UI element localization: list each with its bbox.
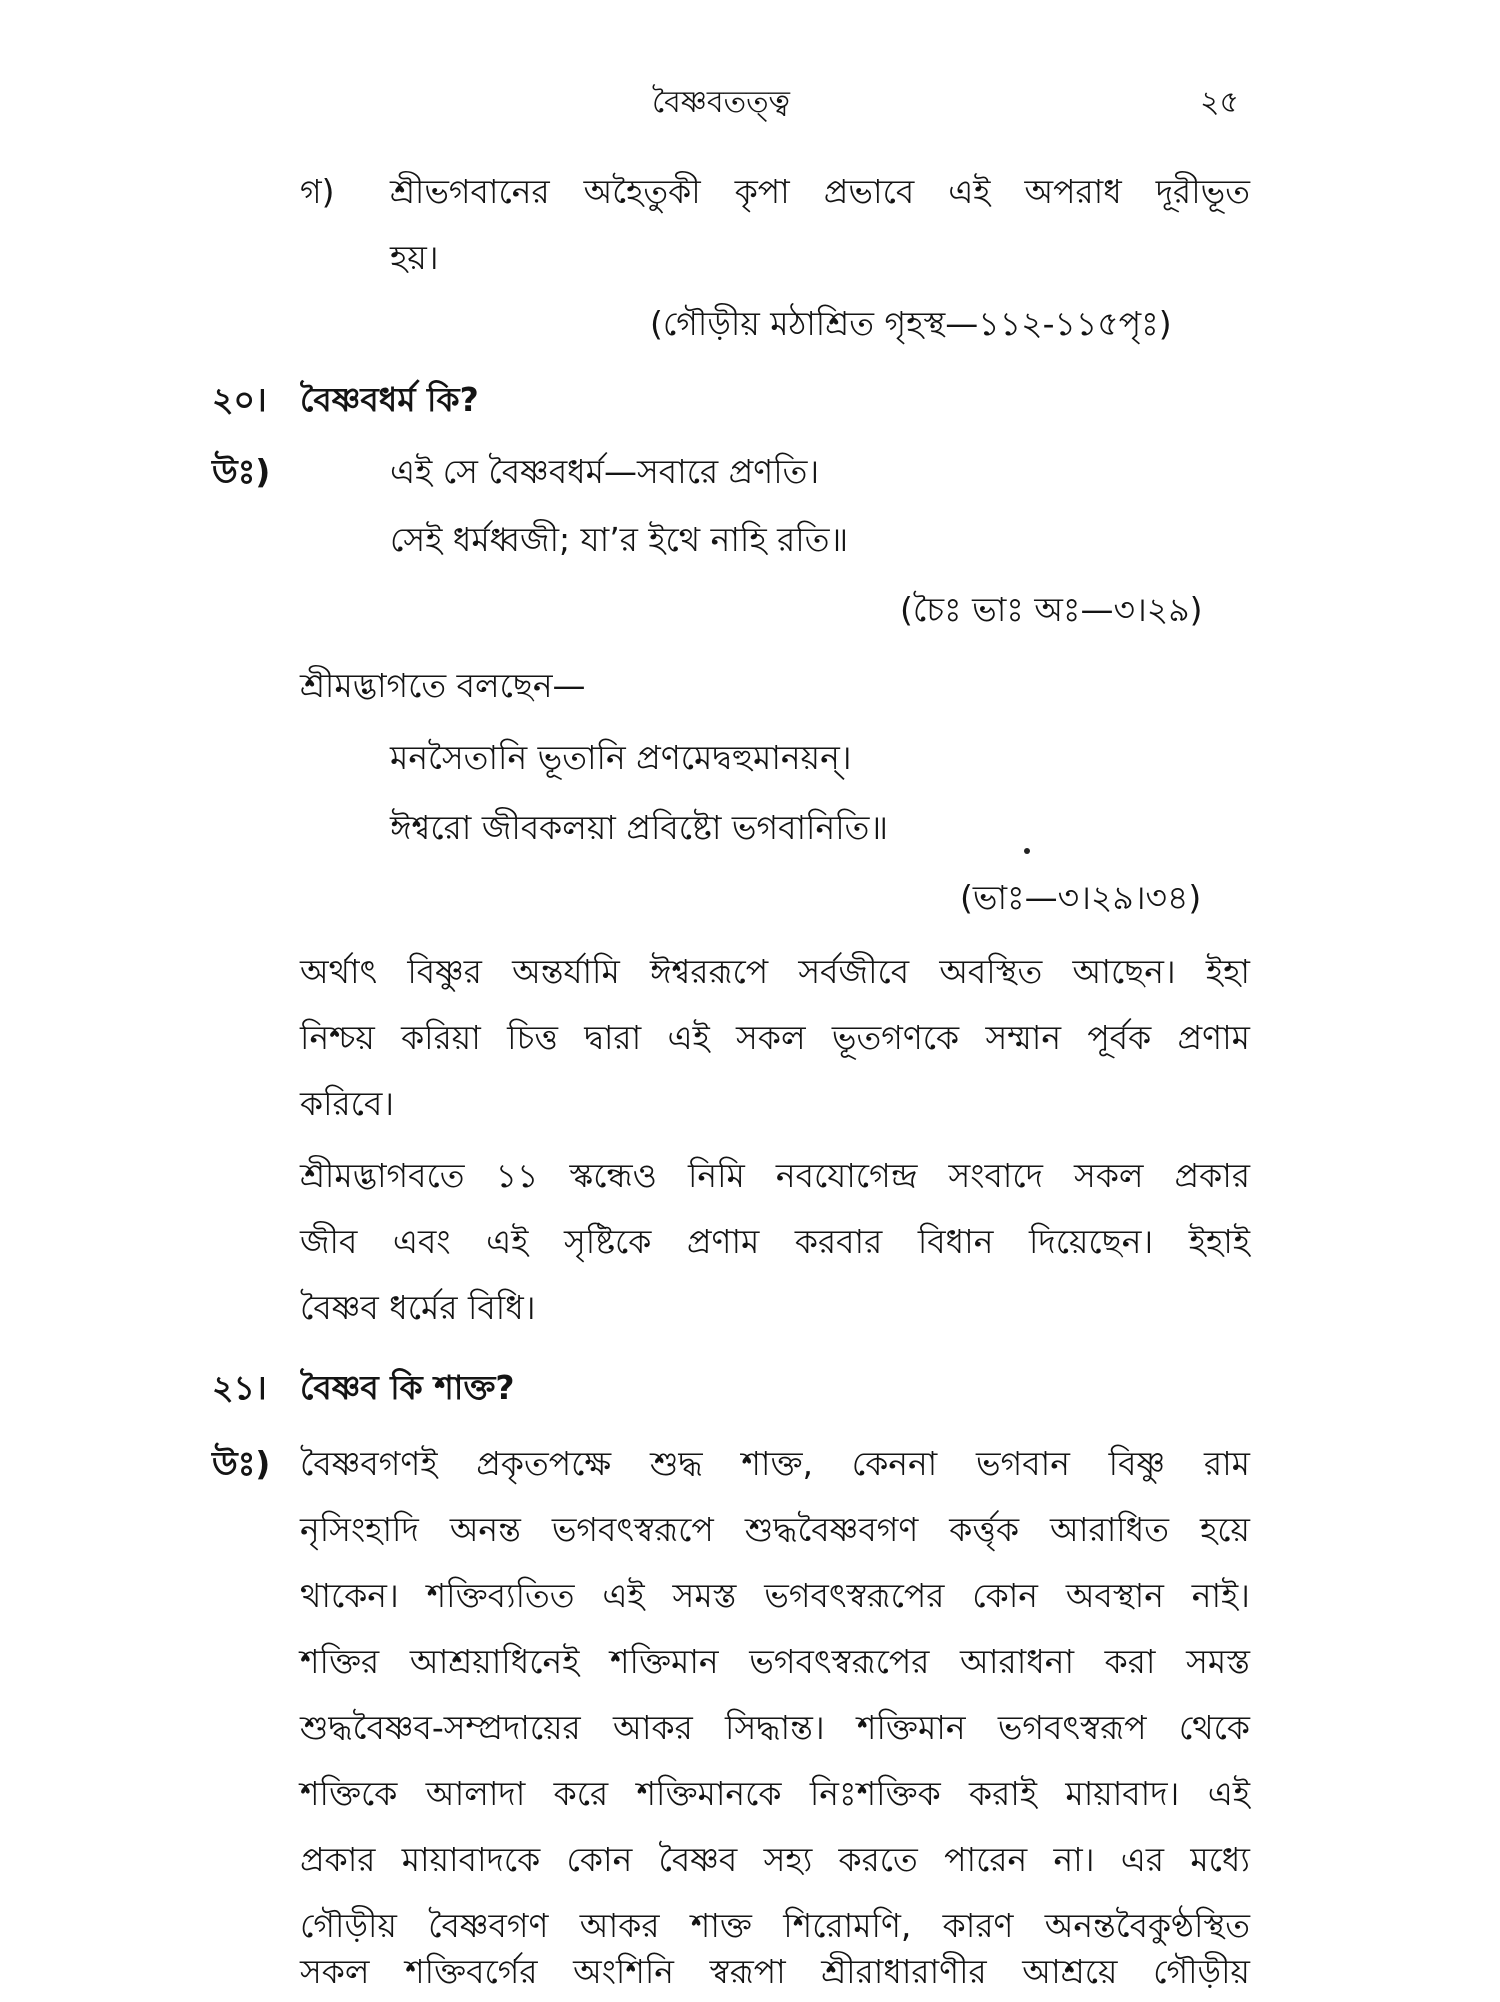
paragraph-line: করিবে। — [300, 1084, 395, 1123]
answer-line: শুদ্ধবৈষ্ণব-সম্প্রদায়ের আকর সিদ্ধান্ত। শক্তিমান ভগবৎস্বরূপ থেকে — [300, 1708, 1250, 1747]
paragraph-line: অর্থাৎ বিষ্ণুর অন্তর্যামি ঈশ্বররূপে সর্বজীবে অবস্থিত আছেন। ইহা — [300, 952, 1250, 991]
paragraph-line: বৈষ্ণব ধর্মের বিধি। — [300, 1288, 536, 1327]
answer-line: বৈষ্ণবগণই প্রকৃতপক্ষে শুদ্ধ শাক্ত, কেননা ভগবান বিষ্ণু রাম — [300, 1444, 1250, 1483]
item-marker: গ) — [300, 172, 335, 211]
answer-line: নৃসিংহাদি অনন্ত ভগবৎস্বরূপে শুদ্ধবৈষ্ণবগণ কর্ত্তৃক আরাধিত হয়ে — [300, 1510, 1250, 1549]
answer-line: প্রকার মায়াবাদকে কোন বৈষ্ণব সহ্য করতে পারেন না। এর মধ্যে — [300, 1840, 1250, 1879]
page-number: ২৫ — [1200, 85, 1239, 120]
paragraph-line: জীব এবং এই সৃষ্টিকে প্রণাম করবার বিধান দিয়েছেন। ইহাই — [300, 1222, 1250, 1261]
answer-marker: উঃ) — [212, 1444, 271, 1483]
citation: (চৈঃ ভাঃ অঃ—৩।২৯) — [900, 590, 1203, 629]
answer-line: গৌড়ীয় বৈষ্ণবগণ আকর শাক্ত শিরোমণি, কারণ অনন্তবৈকুণ্ঠস্থিত — [300, 1906, 1250, 1945]
sloka-line: ঈশ্বরো জীবকলয়া প্রবিষ্টো ভগবানিতি॥ — [390, 808, 889, 847]
answer-line: শক্তির আশ্রয়াধিনেই শক্তিমান ভগবৎস্বরূপের আরাধনা করা সমস্ত — [300, 1642, 1250, 1681]
paragraph-intro: শ্রীমদ্ভাগতে বলছেন— — [300, 666, 586, 705]
paragraph-line: শ্রীমদ্ভাগবতে ১১ স্কন্ধেও নিমি নবযোগেন্দ্র সংবাদে সকল প্রকার — [300, 1156, 1250, 1195]
verse-line: এই সে বৈষ্ণবধর্ম—সবারে প্রণতি। — [390, 452, 820, 491]
question-heading: বৈষ্ণবধর্ম কি? — [300, 380, 479, 419]
ink-speck — [1024, 848, 1030, 854]
item-text-line: শ্রীভগবানের অহৈতুকী কৃপা প্রভাবে এই অপরাধ দূরীভূত — [390, 172, 1250, 211]
question-number: ২০। — [212, 380, 267, 419]
question-number: ২১। — [212, 1368, 267, 1407]
answer-line: থাকেন। শক্তিব্যতিত এই সমস্ত ভগবৎস্বরূপের কোন অবস্থান নাই। — [300, 1576, 1250, 1615]
citation: (ভাঃ—৩।২৯।৩৪) — [960, 878, 1202, 917]
running-header-title: বৈষ্ণবতত্ত্ব — [652, 85, 790, 120]
verse-line: সেই ধর্মধ্বজী; যা’র ইথে নাহি রতি॥ — [390, 520, 849, 559]
answer-marker: উঃ) — [212, 452, 271, 491]
paragraph-line: নিশ্চয় করিয়া চিত্ত দ্বারা এই সকল ভূতগণকে সম্মান পূর্বক প্রণাম — [300, 1018, 1250, 1057]
sloka-line: মনসৈতানি ভূতানি প্রণমেদ্বহুমানয়ন্। — [390, 738, 852, 777]
answer-line: শক্তিকে আলাদা করে শক্তিমানকে নিঃশক্তিক করাই মায়াবাদ। এই — [300, 1774, 1250, 1813]
citation: (গৌড়ীয় মঠাশ্রিত গৃহস্থ—১১২-১১৫পৃঃ) — [650, 304, 1172, 343]
item-text-line: হয়। — [390, 238, 439, 277]
question-heading: বৈষ্ণব কি শাক্ত? — [300, 1368, 515, 1407]
answer-line: সকল শক্তিবর্গের অংশিনি স্বরূপা শ্রীরাধারাণীর আশ্রয়ে গৌড়ীয় — [300, 1952, 1250, 1991]
